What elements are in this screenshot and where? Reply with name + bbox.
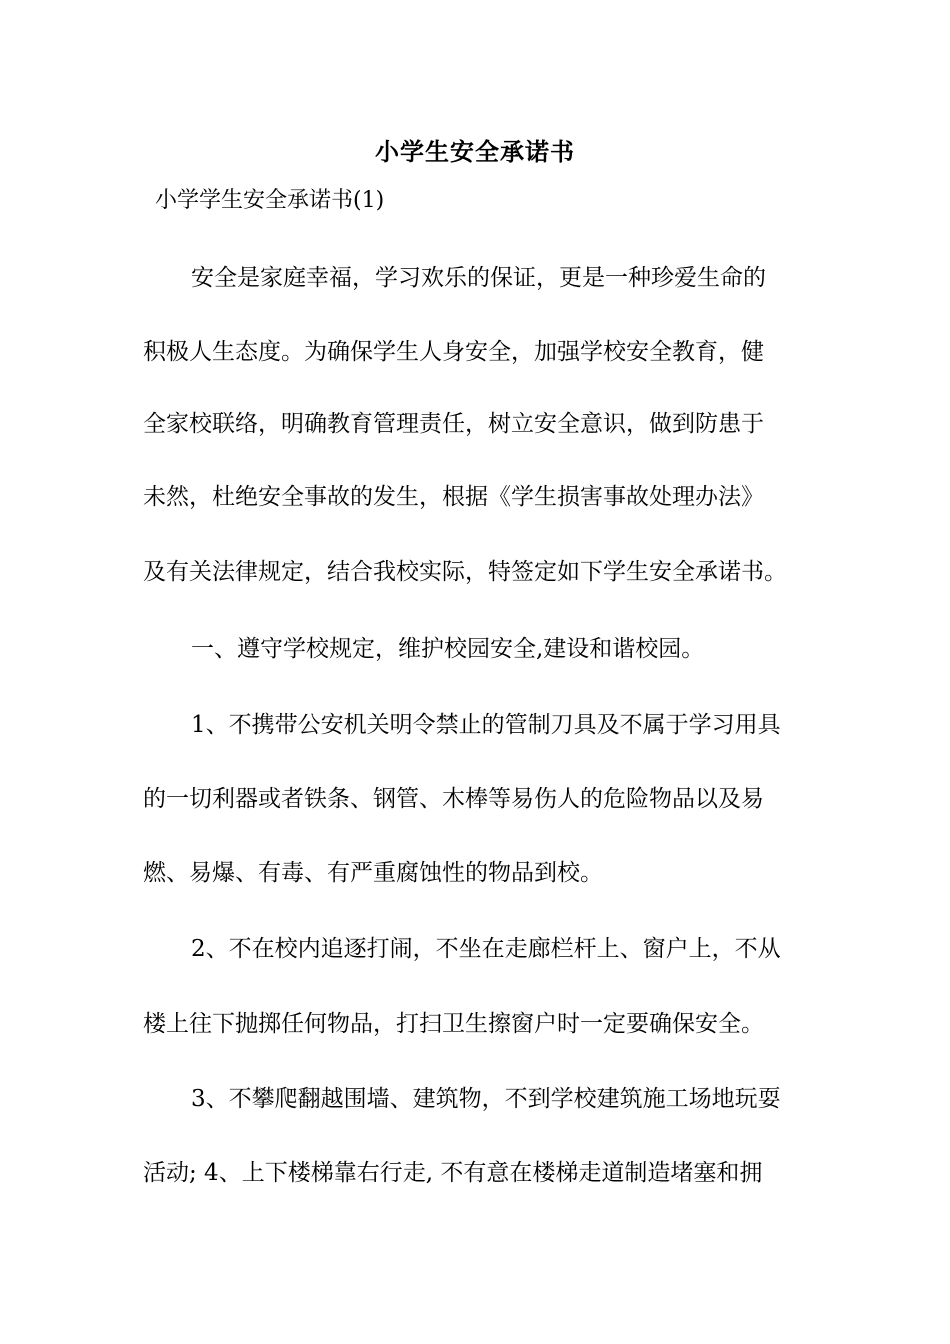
paragraph-line: 积极人生态度。为确保学生人身安全，加强学校安全教育，健 [143, 339, 764, 365]
paragraph-line: 未然，杜绝安全事故的发生，根据《学生损害事故处理办法》 [143, 484, 764, 510]
paragraph-line: 全家校联络，明确教育管理责任，树立安全意识，做到防患于 [143, 411, 764, 437]
paragraph-line: 楼上往下抛掷任何物品，打扫卫生擦窗户时一定要确保安全。 [143, 1011, 764, 1037]
paragraph-line: 及有关法律规定，结合我校实际，特签定如下学生安全承诺书。 [143, 559, 787, 585]
paragraph-line: 燃、易爆、有毒、有严重腐蚀性的物品到校。 [143, 860, 603, 886]
paragraph-line: 2、不在校内追逐打闹，不坐在走廊栏杆上、窗户上，不从 [191, 936, 781, 962]
paragraph-line: 的一切利器或者铁条、钢管、木棒等易伤人的危险物品以及易 [143, 786, 764, 812]
paragraph-line: 安全是家庭幸福，学习欢乐的保证，更是一种珍爱生命的 [191, 265, 766, 291]
document-subtitle: 小学学生安全承诺书(1) [155, 188, 385, 213]
paragraph-line: 活动; 4、上下楼梯靠右行走, 不有意在楼梯走道制造堵塞和拥 [143, 1160, 763, 1186]
paragraph-line: 1、不携带公安机关明令禁止的管制刀具及不属于学习用具 [191, 712, 781, 738]
paragraph-line: 一、遵守学校规定，维护校园安全,建设和谐校园。 [191, 636, 705, 662]
paragraph-line: 3、不攀爬翻越围墙、建筑物，不到学校建筑施工场地玩耍 [191, 1086, 781, 1112]
document-title: 小学生安全承诺书 [375, 137, 575, 166]
